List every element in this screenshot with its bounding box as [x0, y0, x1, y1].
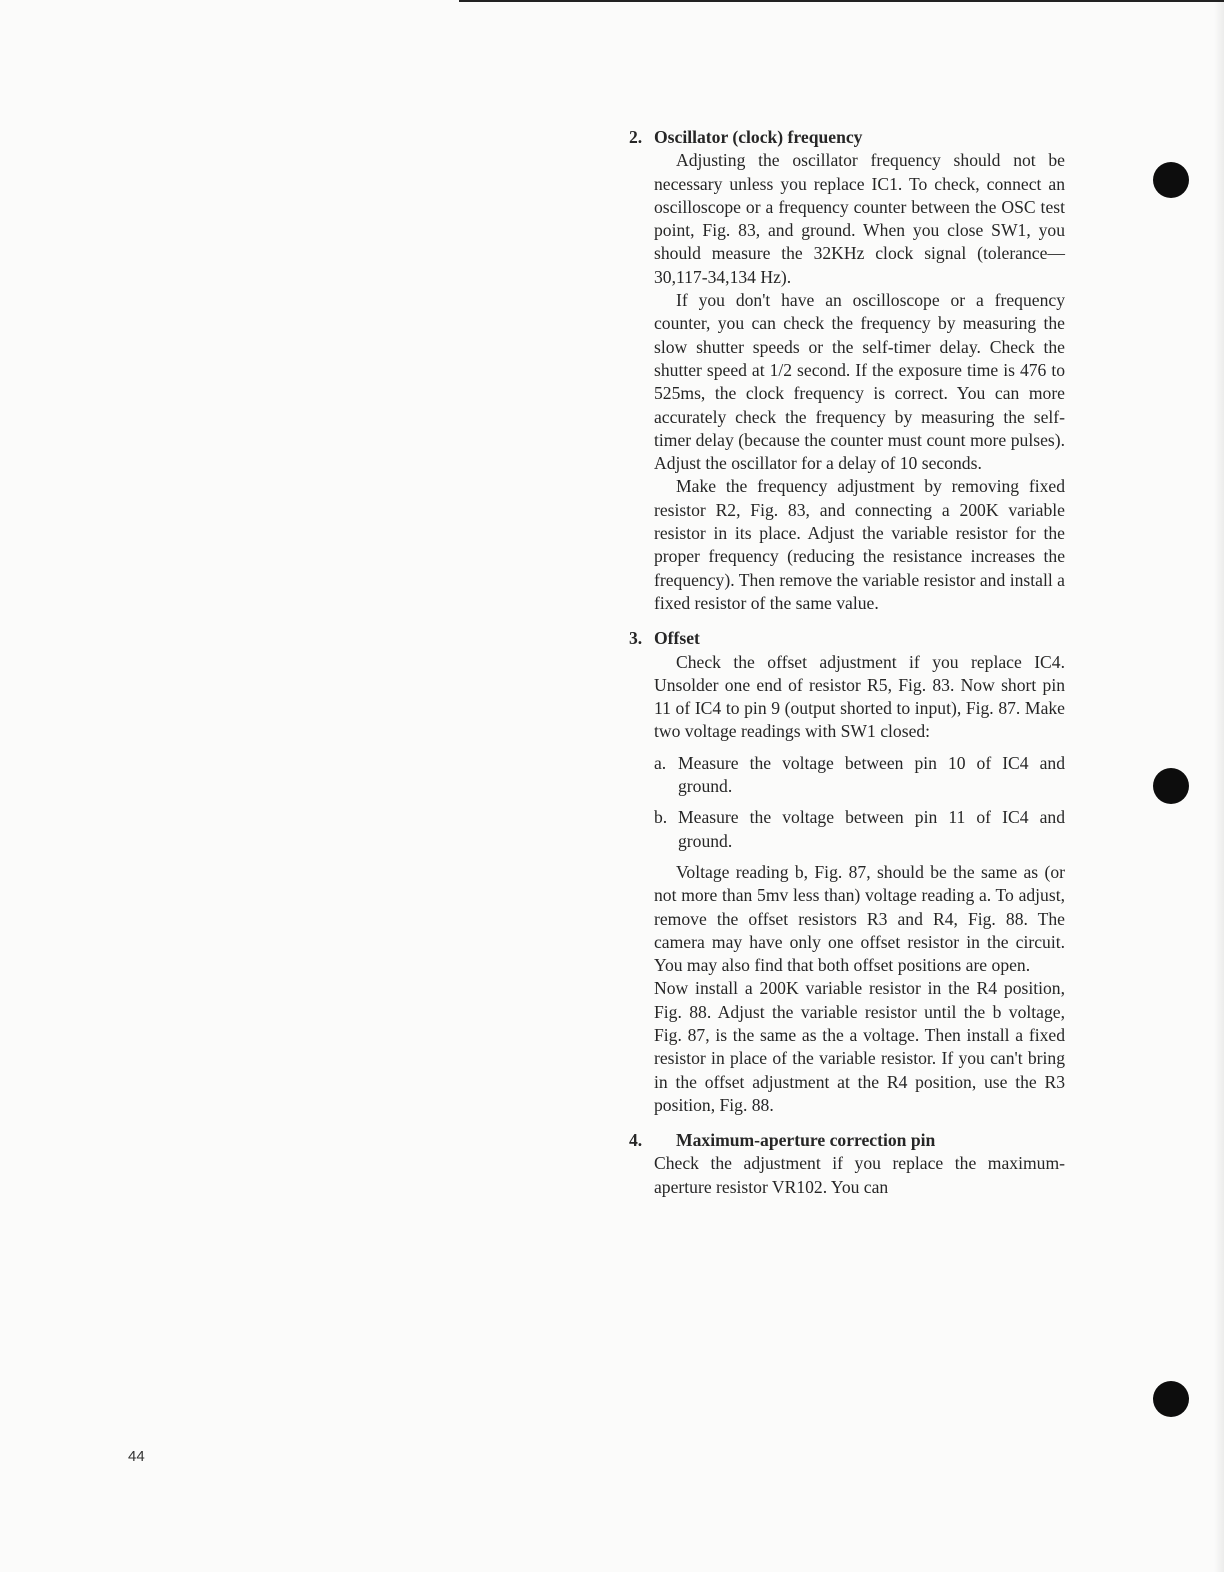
paragraph: Check the adjustment if you replace the maximum-aperture resistor VR102. You can [654, 1153, 1065, 1197]
section-heading [629, 126, 1065, 149]
binder-hole [1153, 162, 1189, 198]
section-title: Oscillator (clock) frequency [654, 127, 863, 147]
section-title: Offset [654, 628, 700, 649]
paragraph: Make the frequency adjustment by removing fixed resistor R2, Fig. 83, and connecting a 200K variable resistor in its place. Adjust the variable resistor for the proper frequency (reducing the resistance increases the frequency). Then remove the variable resistor and install a fixed resistor of the same value. [654, 476, 1065, 613]
binder-hole [1153, 768, 1189, 804]
item-text: Measure the voltage between pin 11 of IC4 and ground. [678, 807, 1065, 851]
item-label: b. [654, 807, 668, 828]
paragraph: If you don't have an oscilloscope or a frequency counter, you can check the frequency by measuring the slow shutter speeds or the self-timer delay. Check the shutter speed at 1/2 second. If the exposure time is 476 to 525ms, the clock frequency is correct. You can more accurately check the frequency by measuring the self-timer delay (because the counter must count more pulses). Adjust the oscillator for a delay of 10 seconds. [654, 290, 1065, 474]
section-offset [629, 627, 1065, 1117]
section-number: 3. [629, 628, 643, 649]
section-number: 4. [629, 1130, 643, 1151]
section-oscillator [629, 126, 1065, 615]
item-text: Measure the voltage between pin 10 of IC4 and ground. [678, 752, 1065, 797]
binder-hole [1153, 1381, 1189, 1417]
section-heading [629, 627, 1065, 650]
list-item [654, 806, 1065, 853]
page-edge [1214, 0, 1224, 1572]
list-item [654, 752, 1065, 799]
top-rule [459, 0, 1224, 2]
text-column [629, 126, 1065, 1199]
section-title: Maximum-aperture correction pin [676, 1130, 936, 1151]
section-heading [629, 1129, 1065, 1152]
section-number: 2. [629, 127, 643, 147]
item-label: a. [654, 752, 667, 773]
section-max-aperture [629, 1129, 1065, 1199]
paragraph: Voltage reading b, Fig. 87, should be the same as (or not more than 5mv less than) voltage reading a. To adjust, remove the offset resistors R3 and R4, Fig. 88. The camera may have only one offset resistor in the circuit. You may also find that both offset positions are open. [654, 861, 1065, 976]
paragraph: Now install a 200K variable resistor in the R4 position, Fig. 88. Adjust the variable resistor until the b voltage, Fig. 87, is the same as the a voltage. Then install a fixed resistor in place of the variable resistor. If you can't bring in the offset adjustment at the R4 position, use the R3 position, Fig. 88. [654, 978, 1065, 1115]
page-number: 44 [128, 1448, 145, 1465]
paragraph: Check the offset adjustment if you replace IC4. Unsolder one end of resistor R5, Fig. 83. Now short pin 11 of IC4 to pin 9 (output shorted to input), Fig. 87. Make two voltage readings with SW1 closed: [654, 651, 1065, 742]
paragraph: Adjusting the oscillator frequency should not be necessary unless you replace IC1. To check, connect an oscilloscope or a frequency counter between the OSC test point, Fig. 83, and ground. When you close SW1, you should measure the 32KHz clock signal (tolerance—30,117-34,134 Hz). [654, 150, 1065, 287]
